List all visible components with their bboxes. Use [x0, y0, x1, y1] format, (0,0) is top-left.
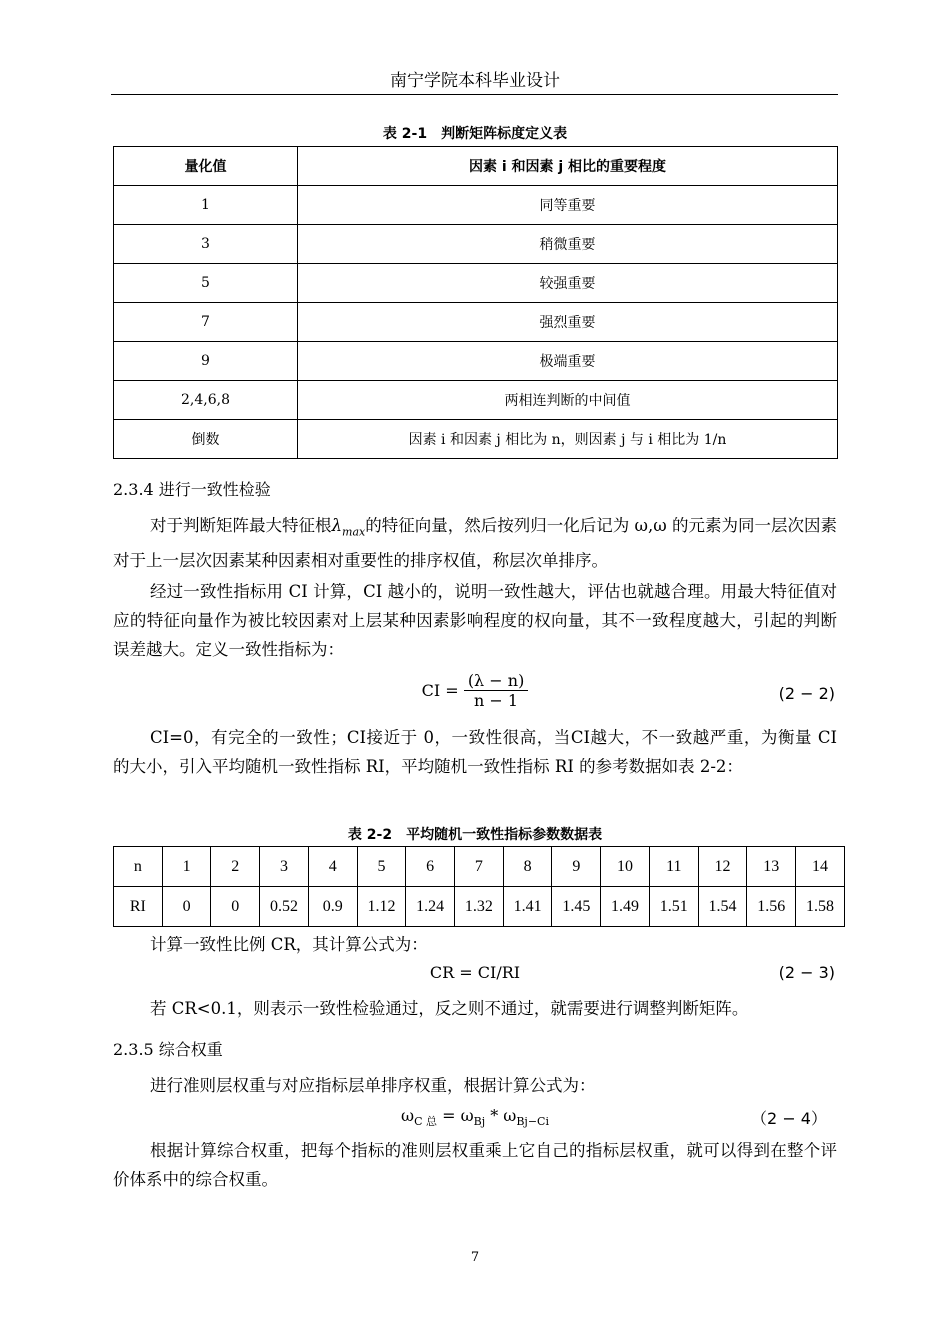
table-row-ri — [114, 887, 845, 927]
table-cell: 12 — [698, 847, 747, 887]
section-heading-2-3-5: 2.3.5 综合权重 — [113, 1040, 223, 1059]
table-row-n — [114, 847, 845, 887]
table-header-row — [114, 147, 838, 186]
table-cell: 1.49 — [601, 887, 650, 927]
table-cell: 7 — [114, 303, 298, 342]
equation-term: = ω — [436, 1106, 474, 1125]
equation-label: (2 − 2) — [778, 684, 835, 703]
table-row — [114, 303, 838, 342]
table1-caption: 表 2-1 判断矩阵标度定义表 — [382, 126, 568, 142]
table-row — [114, 186, 838, 225]
table-cell: 同等重要 — [298, 186, 838, 225]
paragraph-cr-check: 若 CR<0.1，则表示一致性检验通过，反之则不通过，就需要进行调整判断矩阵。 — [150, 999, 749, 1018]
paragraph-text: 的特征向量，然后按列归一化后记为 ω,ω 的元素为同一层次因素对于上一层次因素某种因素相对重要性的排序权值，称层次单排序。 — [113, 516, 838, 571]
table-cell: 8 — [503, 847, 552, 887]
equation-subscript: Bj−Ci — [516, 1115, 549, 1129]
table-cell: 0 — [211, 887, 260, 927]
table-cell: 3 — [114, 225, 298, 264]
table-cell: 两相连判断的中间值 — [298, 381, 838, 420]
table-cell: 2,4,6,8 — [114, 381, 298, 420]
ri-table — [113, 846, 845, 927]
paragraph-text: 对于判断矩阵最大特征根 — [150, 516, 332, 535]
table-cell: 1 — [162, 847, 211, 887]
table-row — [114, 264, 838, 303]
table-cell: 倒数 — [114, 420, 298, 459]
page-header-title: 南宁学院本科毕业设计 — [390, 71, 560, 91]
table-cell: 1.12 — [357, 887, 406, 927]
paragraph-weight-summary: 根据计算综合权重，把每个指标的准则层权重乘上它自己的指标层权重，就可以得到在整个评价体系中的综合权重。 — [113, 1141, 837, 1189]
table-cell: 1.58 — [796, 887, 845, 927]
equation-subscript: Bj — [473, 1115, 486, 1129]
table-cell: 0.9 — [308, 887, 357, 927]
equation-subscript: C 总 — [414, 1115, 437, 1129]
lambda-subscript: max — [342, 525, 366, 539]
table-cell: 5 — [357, 847, 406, 887]
paragraph-ci-definition: 经过一致性指标用 CI 计算，CI 越小的，说明一致性越大，评估也就越合理。用最大特征值对应的特征向量作为被比较因素对上层某种因素影响程度的权向量，其不一致程度越大，引起的判断误差越大。定义一致性指标为： — [113, 582, 837, 659]
page-number: 7 — [470, 1250, 480, 1265]
paragraph-cr-intro: 计算一致性比例 CR，其计算公式为： — [150, 935, 428, 954]
equation-body: CR = CI/RI — [429, 963, 521, 982]
table-cell: 1.45 — [552, 887, 601, 927]
table-cell: n — [114, 847, 163, 887]
table-cell: 7 — [455, 847, 504, 887]
section-heading-2-3-4: 2.3.4 进行一致性检验 — [113, 480, 271, 499]
table-cell: 4 — [308, 847, 357, 887]
equation-term: ω — [401, 1106, 415, 1125]
table-header-cell: 因素 i 和因素 j 相比的重要程度 — [298, 147, 838, 186]
equation-term: * ω — [485, 1106, 517, 1125]
table-cell: 13 — [747, 847, 796, 887]
paragraph-ri-intro: CI=0，有完全的一致性；CI接近于 0，一致性很高，当CI越大，不一致越严重，为衡量 CI 的大小，引入平均随机一致性指标 RI，平均随机一致性指标 RI 的参考数据如表 2-2： — [113, 728, 837, 776]
scale-definition-table — [113, 146, 838, 459]
fraction-denominator: n − 1 — [474, 691, 519, 710]
table-cell: 1.32 — [455, 887, 504, 927]
table-cell: 较强重要 — [298, 264, 838, 303]
table-cell: RI — [114, 887, 163, 927]
table-cell: 极端重要 — [298, 342, 838, 381]
table-cell: 9 — [114, 342, 298, 381]
table-row — [114, 342, 838, 381]
table-cell: 11 — [649, 847, 698, 887]
equation-label: (2 − 3) — [778, 963, 835, 982]
table-cell: 1.41 — [503, 887, 552, 927]
table-cell: 1.24 — [406, 887, 455, 927]
paragraph-weight-intro: 进行准则层权重与对应指标层单排序权重，根据计算公式为： — [150, 1076, 596, 1095]
table-cell: 9 — [552, 847, 601, 887]
table-cell: 1.54 — [698, 887, 747, 927]
table-cell: 2 — [211, 847, 260, 887]
paragraph-eigenvector — [113, 511, 837, 575]
table-cell: 强烈重要 — [298, 303, 838, 342]
table2-caption: 表 2-2 平均随机一致性指标参数数据表 — [347, 827, 603, 843]
equation-2-2 — [113, 671, 837, 711]
equation-label: （2 − 4） — [751, 1109, 827, 1128]
table-cell: 因素 i 和因素 j 相比为 n，则因素 j 与 i 相比为 1/n — [298, 420, 838, 459]
lambda-symbol: λ — [331, 516, 343, 535]
table-cell: 稍微重要 — [298, 225, 838, 264]
table-cell: 5 — [114, 264, 298, 303]
table-cell: 0 — [162, 887, 211, 927]
table-cell: 0.52 — [260, 887, 309, 927]
table-header-cell: 量化值 — [114, 147, 298, 186]
table-row — [114, 381, 838, 420]
equation-lhs: CI = — [421, 681, 459, 700]
table-row — [114, 420, 838, 459]
table-cell: 1 — [114, 186, 298, 225]
table-cell: 10 — [601, 847, 650, 887]
table-cell: 6 — [406, 847, 455, 887]
table-row — [114, 225, 838, 264]
table-cell: 14 — [796, 847, 845, 887]
header-rule — [111, 94, 838, 95]
table-cell: 1.56 — [747, 887, 796, 927]
table-cell: 1.51 — [649, 887, 698, 927]
table-cell: 3 — [260, 847, 309, 887]
equation-fraction — [464, 671, 529, 710]
fraction-numerator: (λ − n) — [464, 671, 529, 691]
